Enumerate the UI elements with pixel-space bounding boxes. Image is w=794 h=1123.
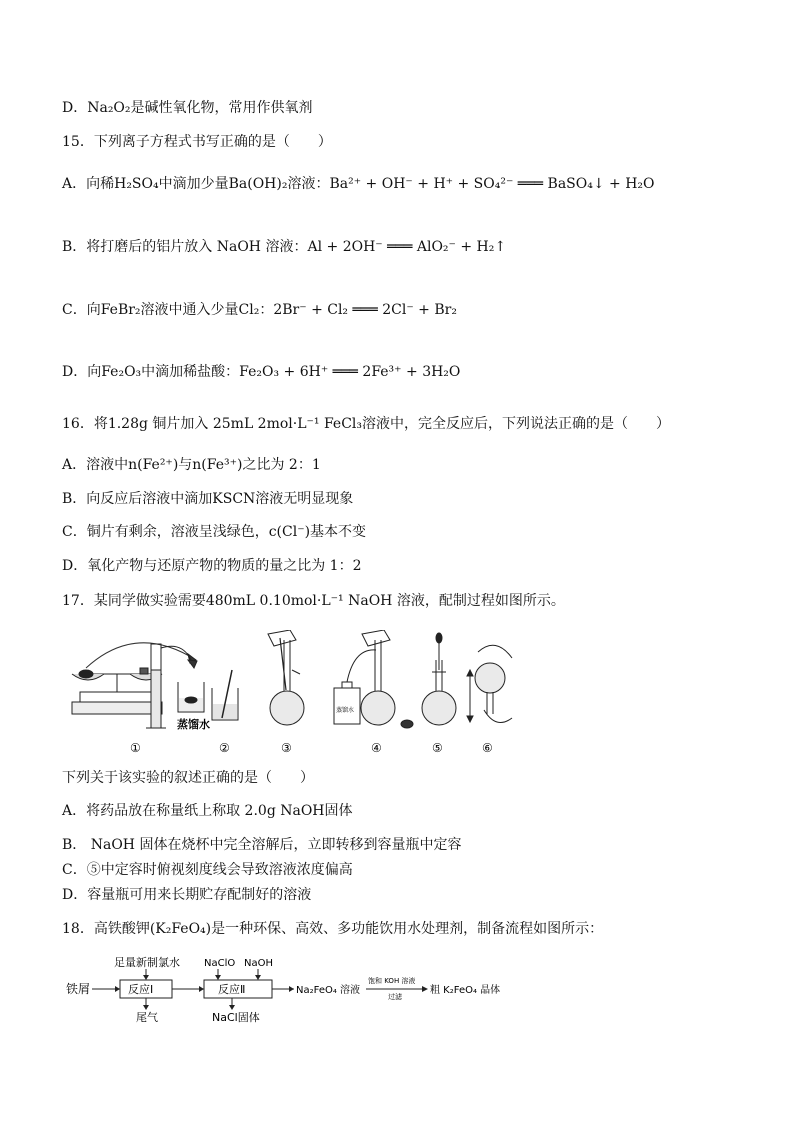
flow-input1: 足量新制氯水 <box>114 956 180 969</box>
flow-input2b: NaOH <box>244 958 273 969</box>
q16-stem: 16．将1.28g 铜片加入 25mL 2mol·L⁻¹ FeCl₃溶液中，完全反应后，下列说法正确的是（ ） <box>62 416 671 432</box>
flow-product1: Na₂FeO₄ 溶液 <box>296 985 361 996</box>
step-2-label: ② <box>219 741 230 755</box>
step-6-label: ⑥ <box>482 741 493 755</box>
flow-arrow-top: 饱和 KOH 溶液 <box>368 977 416 985</box>
graduated-cylinder <box>146 644 197 728</box>
q15-option-a: A．向稀H₂SO₄中滴加少量Ba(OH)₂溶液：Ba²⁺ + OH⁻ + H⁺ + SO₄²⁻ ═══ BaSO₄↓ + H₂O <box>62 176 655 192</box>
flow-box1-label: 反应Ⅰ <box>128 983 154 996</box>
bottle-label: 蒸馏水 <box>336 707 355 714</box>
flow-arrow-bottom: 过滤 <box>388 993 402 1001</box>
q17-option-c: C．⑤中定容时俯视刻度线会导致溶液浓度偏高 <box>62 862 353 878</box>
q17-option-a: A．将药品放在称量纸上称取 2.0g NaOH固体 <box>62 803 353 819</box>
q16-option-a: A．溶液中n(Fe²⁺)与n(Fe³⁺)之比为 2：1 <box>62 457 321 473</box>
flow-start: 铁屑 <box>66 982 91 996</box>
q16-option-b: B．向反应后溶液中滴加KSCN溶液无明显现象 <box>62 491 354 507</box>
flow-out2: NaCl固体 <box>212 1011 260 1024</box>
flow-out1: 尾气 <box>136 1011 158 1024</box>
q17-question: 下列关于该实验的叙述正确的是（ ） <box>62 770 314 786</box>
q15-option-c: C．向FeBr₂溶液中通入少量Cl₂：2Br⁻ + Cl₂ ═══ 2Cl⁻ + Br₂ <box>62 302 457 318</box>
flask-step6 <box>467 645 512 722</box>
q14-option-d: D．Na₂O₂是碱性氧化物，常用作供氧剂 <box>62 100 313 116</box>
q18-stem: 18．高铁酸钾(K₂FeO₄)是一种环保、高效、多功能饮用水处理剂，制备流程如图所示： <box>62 921 604 937</box>
step-4-label: ④ <box>371 741 382 755</box>
flask-step3 <box>268 630 304 725</box>
flow-input2a: NaClO <box>204 958 236 969</box>
q15-option-b: B．将打磨后的铝片放入 NaOH 溶液：Al + 2OH⁻ ═══ AlO₂⁻ + H₂↑ <box>62 239 507 255</box>
q15-option-d: D．向Fe₂O₃中滴加稀盐酸：Fe₂O₃ + 6H⁺ ═══ 2Fe³⁺ + 3H₂O <box>62 364 461 380</box>
flow-box2-label: 反应Ⅱ <box>218 983 246 996</box>
q18-flow-diagram <box>66 955 526 1027</box>
q15-stem: 15．下列离子方程式书写正确的是（ ） <box>62 134 332 150</box>
step-3-label: ③ <box>281 741 292 755</box>
beaker-step2 <box>212 670 238 720</box>
q17-experiment-figure <box>66 630 516 758</box>
flask-step5 <box>422 633 456 725</box>
q16-option-d: D．氧化产物与还原产物的物质的量之比为 1：2 <box>62 558 362 574</box>
flow-product2: 粗 K₂FeO₄ 晶体 <box>430 985 501 996</box>
q16-option-c: C．铜片有剩余，溶液呈浅绿色，c(Cl⁻)基本不变 <box>62 524 367 540</box>
beaker-step1 <box>178 682 204 712</box>
q17-option-d: D．容量瓶可用来长期贮存配制好的溶液 <box>62 887 312 903</box>
q17-option-b: B． NaOH 固体在烧杯中完全溶解后，立即转移到容量瓶中定容 <box>62 837 462 853</box>
step-5-label: ⑤ <box>432 741 443 755</box>
balance-illustration <box>72 643 196 714</box>
q17-stem: 17．某同学做实验需要480mL 0.10mol·L⁻¹ NaOH 溶液，配制过程如图所示。 <box>62 593 565 609</box>
step-1-label: ① <box>130 741 141 755</box>
flask-step4 <box>361 630 413 728</box>
water-label: 蒸馏水 <box>177 718 210 731</box>
